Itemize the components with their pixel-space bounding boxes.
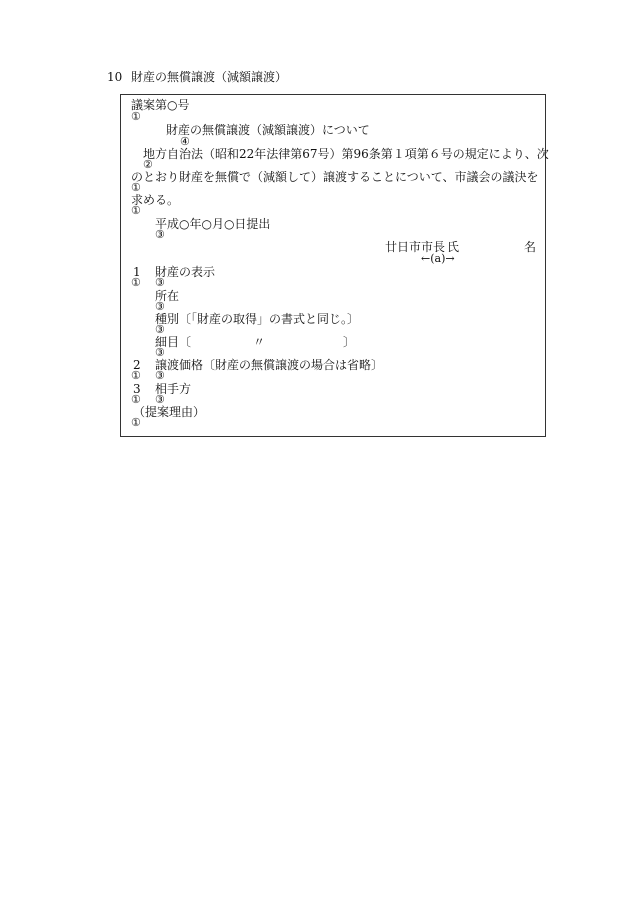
- heading-number: 10: [107, 70, 123, 84]
- signer-arrow: ←(a)→: [421, 252, 455, 265]
- marker-3: ③: [155, 228, 165, 241]
- detail-ditto: 〃: [253, 335, 266, 349]
- marker-1: ①: [131, 110, 141, 123]
- marker-3: ③: [155, 393, 165, 406]
- marker-4: ④: [180, 135, 190, 148]
- body-line-1: 地方自治法（昭和22年法律第67号）第96条第１項第６号の規定により、次: [143, 147, 549, 161]
- section-2-number: 2: [133, 358, 141, 372]
- marker-1: ①: [131, 181, 141, 194]
- body-line-2: のとおり財産を無償で（減額して）譲渡することについて、市議会の議決を: [131, 170, 539, 184]
- submission-date: 平成○年○月○日提出: [155, 217, 271, 231]
- marker-1: ①: [131, 204, 141, 217]
- marker-3: ③: [155, 369, 165, 382]
- body-line-3: 求める。: [131, 193, 180, 207]
- section-1-title: 財産の表示: [155, 265, 216, 279]
- marker-1: ①: [131, 416, 141, 429]
- section-2-text: 譲渡価格〔財産の無償譲渡の場合は省略〕: [155, 358, 384, 372]
- marker-3: ③: [155, 346, 165, 359]
- reason-label: （提案理由）: [133, 405, 206, 419]
- subject: 財産の無償譲渡（減額譲渡）について: [166, 123, 370, 137]
- signer-mei: 名: [524, 240, 537, 254]
- marker-3: ③: [155, 300, 165, 313]
- marker-1: ①: [131, 276, 141, 289]
- section-3-number: 3: [133, 382, 141, 396]
- bill-number: 議案第○号: [131, 98, 190, 112]
- marker-3: ③: [155, 276, 165, 289]
- marker-1: ①: [131, 369, 141, 382]
- signer-title: 廿日市市長: [385, 240, 446, 254]
- marker-1: ①: [131, 393, 141, 406]
- marker-2: ②: [143, 158, 153, 171]
- detail-close: 〕: [343, 335, 356, 349]
- heading-title: 財産の無償譲渡（減額譲渡）: [131, 70, 288, 84]
- section-1-number: 1: [133, 265, 141, 279]
- signer-shi: 氏: [447, 240, 460, 254]
- location-label: 所在: [155, 289, 180, 303]
- section-3-text: 相手方: [155, 382, 192, 396]
- type-line: 種別〔「財産の取得」の書式と同じ。〕: [155, 312, 360, 326]
- marker-3: ③: [155, 323, 165, 336]
- detail-open: 細目〔: [155, 335, 192, 349]
